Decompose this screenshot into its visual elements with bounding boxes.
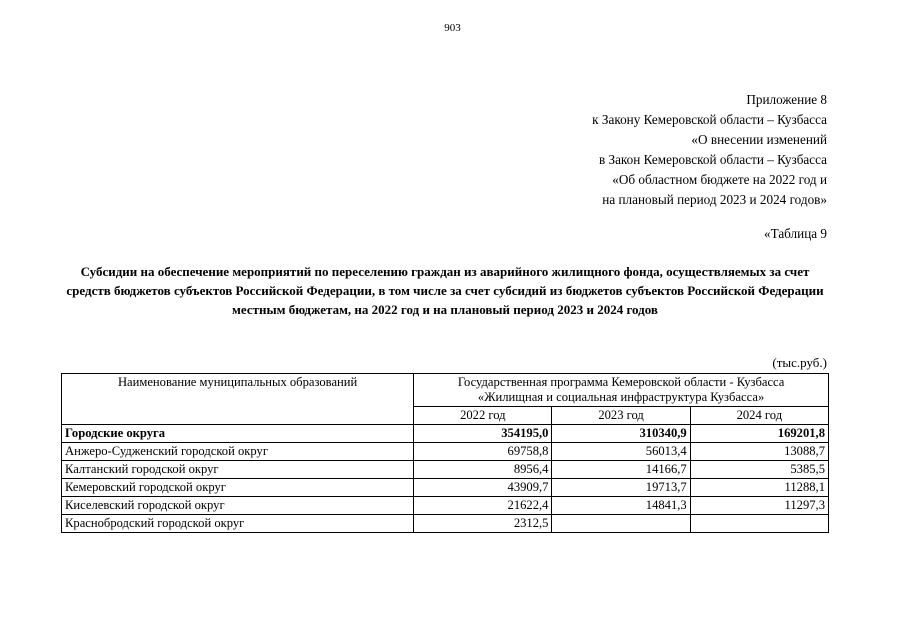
municipality-name-cell: Городские округа bbox=[62, 425, 414, 443]
table-body bbox=[62, 425, 829, 533]
table-row bbox=[62, 461, 829, 479]
appendix-line: к Закону Кемеровской области – Кузбасса bbox=[592, 112, 827, 127]
table-label: «Таблица 9 bbox=[764, 226, 827, 241]
page-number: 903 bbox=[444, 22, 461, 34]
value-2023-cell: 56013,4 bbox=[552, 443, 690, 461]
year-header-2023: 2023 год bbox=[552, 407, 690, 425]
value-2022-cell: 8956,4 bbox=[414, 461, 552, 479]
value-2022-cell: 21622,4 bbox=[414, 497, 552, 515]
value-2024-cell: 11297,3 bbox=[690, 497, 828, 515]
table-row bbox=[62, 479, 829, 497]
table-row bbox=[62, 443, 829, 461]
value-2023-cell: 14841,3 bbox=[552, 497, 690, 515]
value-2024-cell: 13088,7 bbox=[690, 443, 828, 461]
appendix-block bbox=[592, 90, 827, 210]
value-2024-cell: 11288,1 bbox=[690, 479, 828, 497]
value-2022-cell: 69758,8 bbox=[414, 443, 552, 461]
program-column-header bbox=[414, 374, 829, 407]
table-row bbox=[62, 425, 829, 443]
municipality-name-cell: Краснобродский городской округ bbox=[62, 515, 414, 533]
municipality-name-cell: Киселевский городской округ bbox=[62, 497, 414, 515]
year-header-2022: 2022 год bbox=[414, 407, 552, 425]
table-row bbox=[62, 497, 829, 515]
appendix-line: «Об областном бюджете на 2022 год и bbox=[612, 172, 827, 187]
value-2022-cell: 354195,0 bbox=[414, 425, 552, 443]
appendix-line: на плановый период 2023 и 2024 годов» bbox=[602, 192, 827, 207]
year-header-2024: 2024 год bbox=[690, 407, 828, 425]
value-2024-cell: 169201,8 bbox=[690, 425, 828, 443]
value-2023-cell: 14166,7 bbox=[552, 461, 690, 479]
value-2023-cell: 310340,9 bbox=[552, 425, 690, 443]
document-title: Субсидии на обеспечение мероприятий по переселению граждан из аварийного жилищного фонда, осуществляемых за счет средств бюджетов субъектов Российской Федерации, в том числе за счет субсидий из бюджетов субъектов Российской Федерации местным бюджетам, на 2022 год и на плановый период 2023 и 2024 годов bbox=[66, 264, 824, 317]
appendix-line: «О внесении изменений bbox=[691, 132, 827, 147]
value-2024-cell bbox=[690, 515, 828, 533]
program-header-line: «Жилищная и социальная инфраструктура Кузбасса» bbox=[477, 390, 765, 404]
value-2022-cell: 43909,7 bbox=[414, 479, 552, 497]
table-row bbox=[62, 515, 829, 533]
subsidy-table bbox=[61, 373, 829, 533]
value-2023-cell: 19713,7 bbox=[552, 479, 690, 497]
table-header-row bbox=[62, 374, 829, 407]
name-column-header: Наименование муниципальных образований bbox=[62, 374, 414, 425]
program-header-line: Государственная программа Кемеровской области - Кузбасса bbox=[457, 375, 785, 389]
municipality-name-cell: Кемеровский городской округ bbox=[62, 479, 414, 497]
value-2024-cell: 5385,5 bbox=[690, 461, 828, 479]
appendix-line: Приложение 8 bbox=[746, 92, 827, 107]
appendix-line: в Закон Кемеровской области – Кузбасса bbox=[598, 152, 827, 167]
value-2023-cell bbox=[552, 515, 690, 533]
value-2022-cell: 2312,5 bbox=[414, 515, 552, 533]
municipality-name-cell: Калтанский городской округ bbox=[62, 461, 414, 479]
municipality-name-cell: Анжеро-Судженский городской округ bbox=[62, 443, 414, 461]
unit-label: (тыс.руб.) bbox=[772, 355, 827, 370]
